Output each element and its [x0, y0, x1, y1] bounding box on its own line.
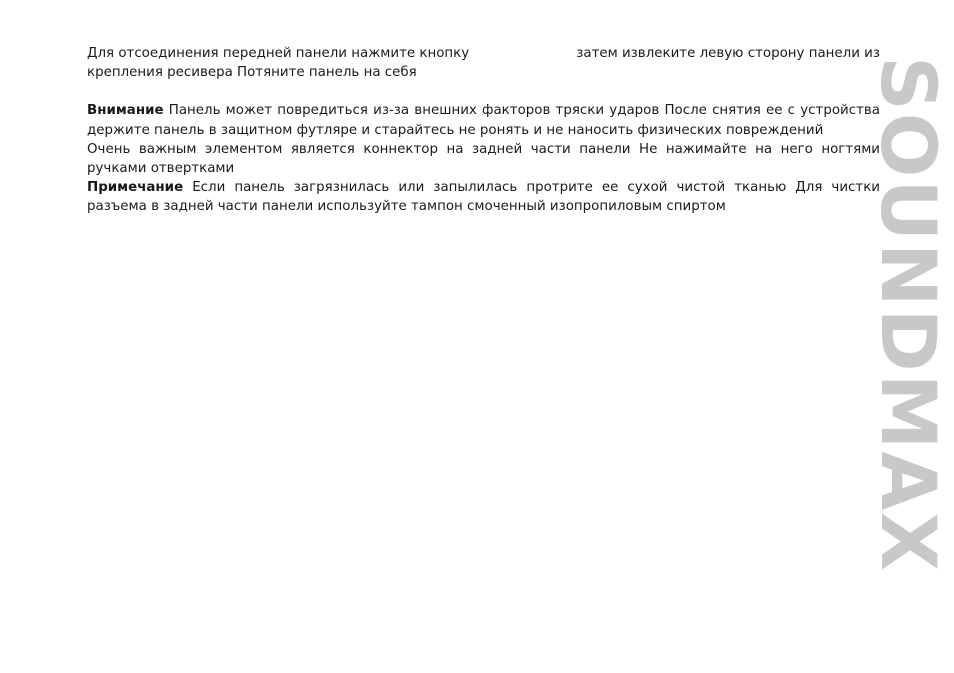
warning-paragraph — [87, 101, 880, 139]
warning-text: Панель может повредиться из-за внешних факторов тряски ударов После снятия ее с устройства держите панель в защитном футляре и старайтесь не ронять и не наносить физических повреждений — [87, 103, 880, 138]
manual-text-block — [87, 44, 880, 217]
instruction-line-1 — [87, 44, 880, 63]
note-label: Примечание — [87, 180, 184, 196]
connector-paragraph: Очень важным элементом является коннектор на задней части панели Не нажимайте на него ногтями ручками отвертками — [87, 141, 880, 177]
warning-label: Внимание — [87, 103, 164, 119]
paragraph-spacer — [87, 82, 880, 101]
instruction-line-2: крепления ресивера Потяните панель на себя — [87, 65, 417, 81]
soundmax-brand-logo: SOUNDMAX — [864, 56, 953, 573]
note-paragraph — [87, 178, 880, 216]
instruction-text-left: Для отсоединения передней панели нажмите кнопку — [87, 46, 470, 61]
note-text: Если панель загрязнилась или запылилась протрите ее сухой чистой тканью Для чистки разъема в задней части панели используйте тампон смоченный изопропиловым спиртом — [87, 180, 880, 215]
instruction-text-right: затем извлеките левую сторону панели из — [576, 46, 880, 61]
